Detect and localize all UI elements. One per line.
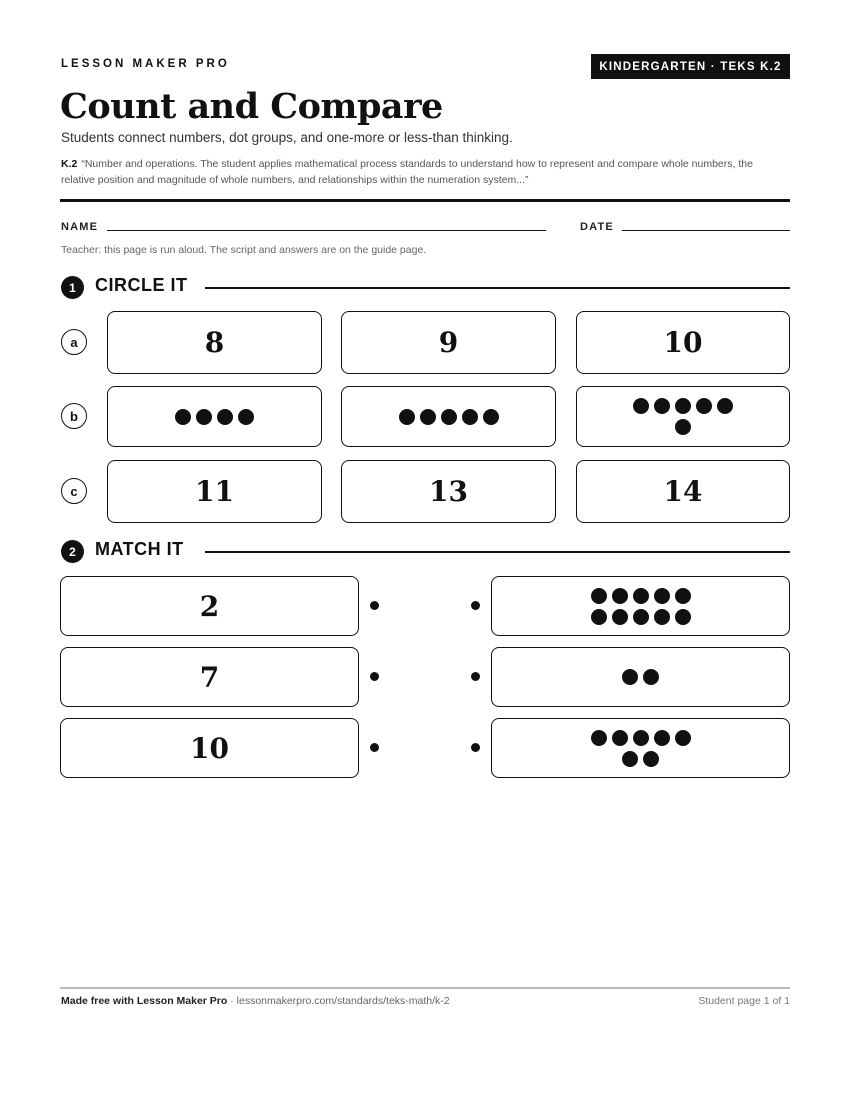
counting-dot xyxy=(633,730,649,746)
row-c-label: c xyxy=(61,478,87,504)
dot-row xyxy=(591,588,691,604)
counting-dot xyxy=(633,398,649,414)
date-field[interactable] xyxy=(622,230,790,231)
name-field[interactable] xyxy=(107,230,546,231)
counting-dot xyxy=(675,398,691,414)
dot-group xyxy=(622,669,659,685)
choice-number: 9 xyxy=(438,326,459,359)
match-number-card-2[interactable] xyxy=(60,647,359,707)
dot-group xyxy=(175,409,254,425)
choice-number: 11 xyxy=(195,475,234,508)
counting-dot xyxy=(654,398,670,414)
counting-dot xyxy=(612,588,628,604)
counting-dot xyxy=(675,588,691,604)
match-right-dot-1[interactable] xyxy=(471,601,480,610)
match-dots-card-2[interactable] xyxy=(491,647,790,707)
dot-row xyxy=(591,609,691,625)
choice-number: 14 xyxy=(663,475,703,508)
counting-dot xyxy=(238,409,254,425)
counting-dot xyxy=(717,398,733,414)
row-a-label: a xyxy=(61,329,87,355)
match-number-card-3[interactable] xyxy=(60,718,359,778)
counting-dot xyxy=(175,409,191,425)
counting-dot xyxy=(633,588,649,604)
choice-b-3[interactable] xyxy=(576,386,790,447)
counting-dot xyxy=(591,730,607,746)
counting-dot xyxy=(622,669,638,685)
grade-standard-badge: KINDERGARTEN · TEKS K.2 xyxy=(591,54,790,79)
counting-dot xyxy=(591,588,607,604)
choice-number: 10 xyxy=(663,326,703,359)
counting-dot xyxy=(462,409,478,425)
counting-dot xyxy=(654,588,670,604)
match-number: 7 xyxy=(199,660,220,694)
match-left-dot-1[interactable] xyxy=(370,601,379,610)
section-2-rule xyxy=(205,551,790,553)
match-dots-card-1[interactable] xyxy=(491,576,790,636)
counting-dot xyxy=(612,730,628,746)
footer-divider xyxy=(60,987,790,989)
section-1-number: 1 xyxy=(61,276,84,299)
footer-credit xyxy=(61,995,450,1007)
counting-dot xyxy=(633,609,649,625)
dot-row xyxy=(675,419,691,435)
date-label: DATE xyxy=(580,221,614,233)
section-1-title: CIRCLE IT xyxy=(95,275,188,295)
standard-text: “Number and operations. The student applies mathematical process standards to understand how to represent and compare whole numbers, the relative position and magnitude of whole numbers, and relationships within the numeration system...” xyxy=(61,158,753,186)
dot-row xyxy=(175,409,254,425)
dot-group xyxy=(591,730,691,767)
counting-dot xyxy=(622,751,638,767)
counting-dot xyxy=(612,609,628,625)
dot-row xyxy=(399,409,499,425)
section-2-number: 2 xyxy=(61,540,84,563)
counting-dot xyxy=(654,730,670,746)
counting-dot xyxy=(441,409,457,425)
worksheet-title: Count and Compare xyxy=(60,86,443,127)
footer-page-count: Student page 1 of 1 xyxy=(698,995,790,1007)
choice-number: 13 xyxy=(429,475,468,508)
match-number-card-1[interactable] xyxy=(60,576,359,636)
row-b-label: b xyxy=(61,403,87,429)
teacher-note: Teacher: this page is run aloud. The script and answers are on the guide page. xyxy=(61,244,427,256)
counting-dot xyxy=(675,609,691,625)
worksheet-subtitle: Students connect numbers, dot groups, and one-more or less-than thinking. xyxy=(61,130,513,145)
counting-dot xyxy=(399,409,415,425)
dot-row xyxy=(622,669,659,685)
counting-dot xyxy=(643,751,659,767)
choice-a-2[interactable] xyxy=(341,311,556,374)
choice-c-2[interactable] xyxy=(341,460,556,523)
choice-c-1[interactable] xyxy=(107,460,322,523)
counting-dot xyxy=(217,409,233,425)
counting-dot xyxy=(483,409,499,425)
section-1-rule xyxy=(205,287,790,289)
choice-b-1[interactable] xyxy=(107,386,322,447)
counting-dot xyxy=(591,609,607,625)
match-number: 2 xyxy=(199,589,220,623)
counting-dot xyxy=(196,409,212,425)
section-2-title: MATCH IT xyxy=(95,539,184,559)
choice-a-3[interactable] xyxy=(576,311,790,374)
match-right-dot-2[interactable] xyxy=(471,672,480,681)
footer-made-by: Made free with Lesson Maker Pro xyxy=(61,995,228,1007)
name-label: NAME xyxy=(61,221,99,233)
match-right-dot-3[interactable] xyxy=(471,743,480,752)
match-left-dot-2[interactable] xyxy=(370,672,379,681)
match-number: 10 xyxy=(190,731,229,765)
counting-dot xyxy=(696,398,712,414)
match-left-dot-3[interactable] xyxy=(370,743,379,752)
choice-a-1[interactable] xyxy=(107,311,322,374)
dot-group xyxy=(399,409,499,425)
counting-dot xyxy=(675,419,691,435)
dot-row xyxy=(591,730,691,746)
counting-dot xyxy=(654,609,670,625)
counting-dot xyxy=(420,409,436,425)
dot-group xyxy=(633,398,733,435)
dot-row xyxy=(622,751,659,767)
footer-url[interactable]: · lessonmakerpro.com/standards/teks-math/k-2 xyxy=(227,995,450,1007)
choice-b-2[interactable] xyxy=(341,386,556,447)
counting-dot xyxy=(675,730,691,746)
match-dots-card-3[interactable] xyxy=(491,718,790,778)
dot-group xyxy=(591,588,691,625)
header-divider xyxy=(60,199,790,202)
choice-number: 8 xyxy=(204,326,225,359)
brand-name: LESSON MAKER PRO xyxy=(61,58,230,70)
counting-dot xyxy=(643,669,659,685)
standard-code: K.2 xyxy=(61,158,78,170)
choice-c-3[interactable] xyxy=(576,460,790,523)
dot-row xyxy=(633,398,733,414)
standard-description xyxy=(61,156,781,188)
